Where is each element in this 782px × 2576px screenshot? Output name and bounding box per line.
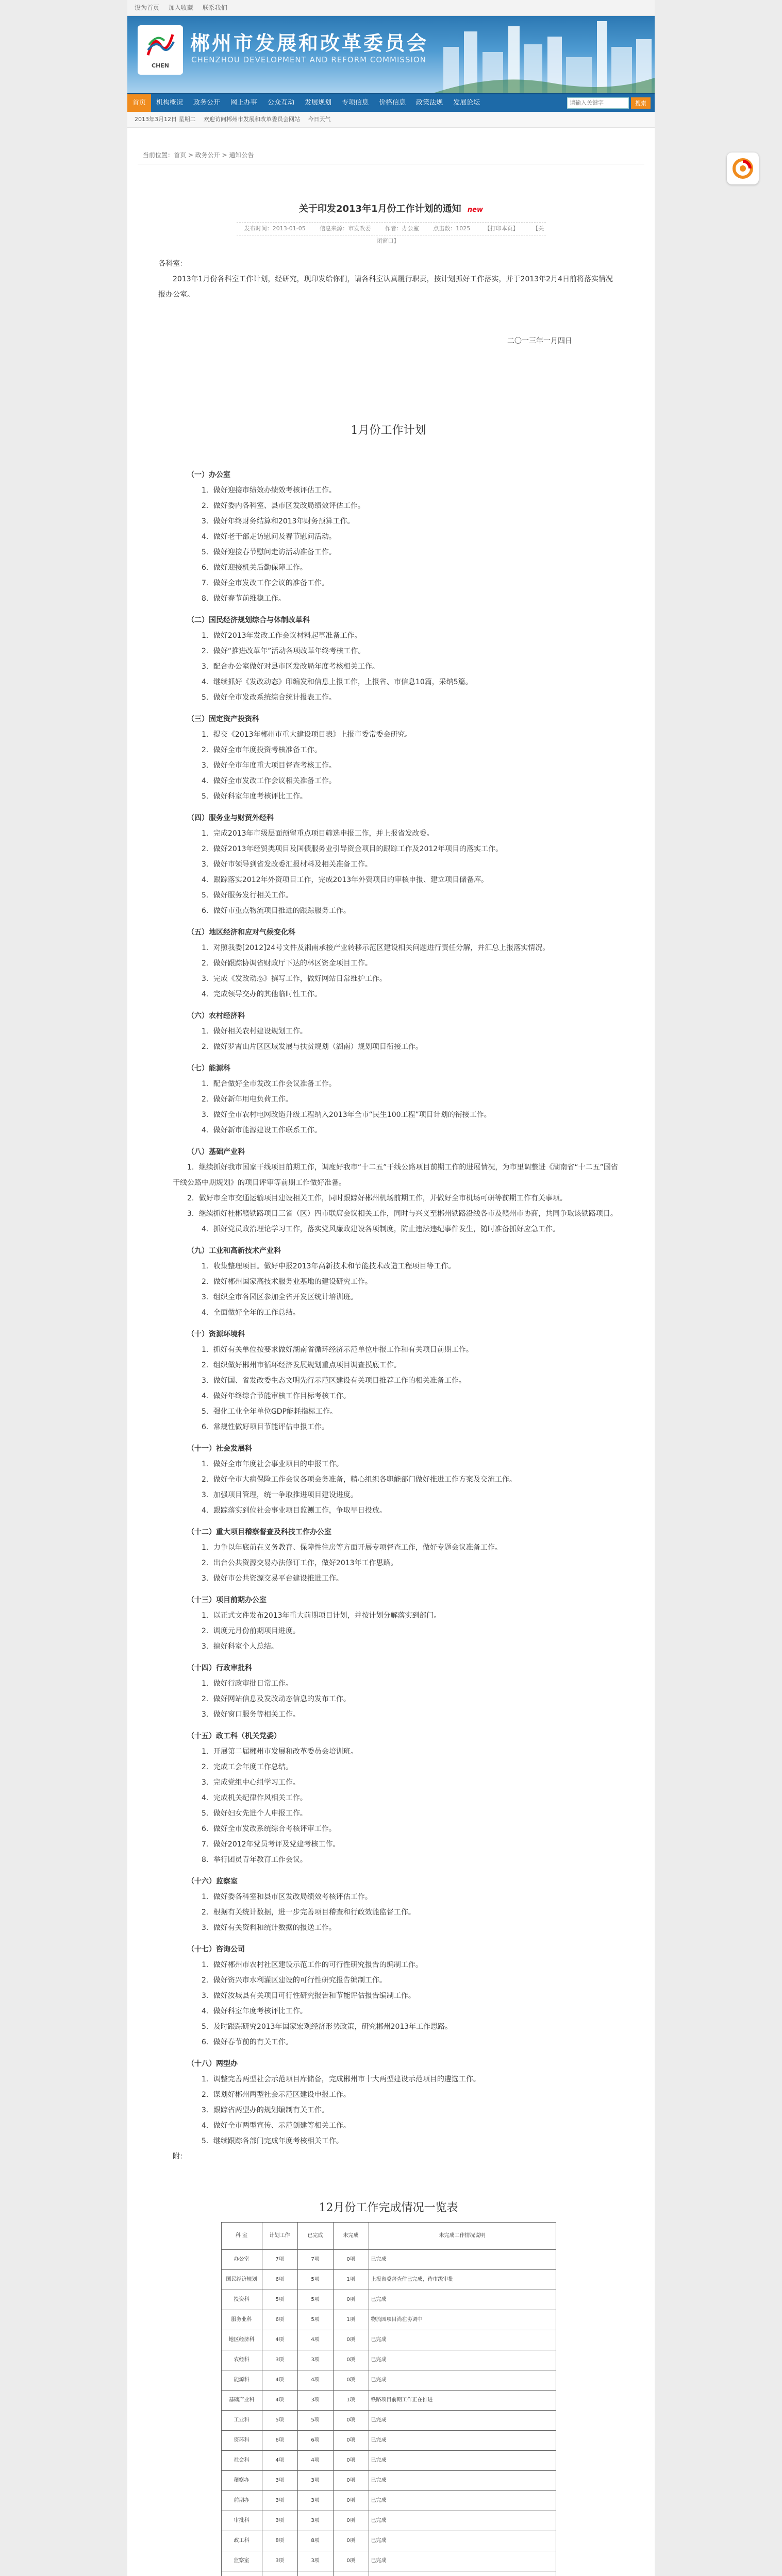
table-cell [221, 2571, 262, 2576]
author: 作者：办公室 [385, 225, 419, 232]
table-cell: 已完成 [369, 2411, 556, 2431]
plan-item: 1．以正式文件发布2013年重大前期项目计划，并按计划分解落实到部门。 [202, 1612, 441, 1620]
table-cell: 0项 [333, 2290, 369, 2310]
table-cell: 3项 [262, 2511, 297, 2531]
nav-item-home[interactable]: 首页 [127, 94, 151, 112]
section-heading: （十四）行政审批科 [187, 1664, 252, 1672]
plan-sections [158, 467, 619, 2149]
plan-item: 4．全面做好全年的工作总结。 [202, 1309, 300, 1317]
plan-item: 3．做好市领导到省发改委汇报材料及相关准备工作。 [202, 860, 372, 869]
plan-item: 3．搞好科室个人总结。 [202, 1642, 278, 1651]
city-skyline-icon [433, 16, 655, 93]
table-cell: 0项 [333, 2551, 369, 2571]
plan-item: 5．做好科室年度考核评比工作。 [202, 792, 307, 801]
table-cell: 5项 [297, 2310, 333, 2330]
plan-item: 4．完成领导交办的其他临时性工作。 [202, 990, 322, 998]
plan-item: 4．做好全市两型宣传、示范创建等相关工作。 [202, 2122, 351, 2130]
table-cell: 已完成 [369, 2491, 556, 2511]
table-cell [297, 2571, 333, 2576]
table-cell: 7项 [297, 2250, 333, 2270]
table-cell: 审批科 [221, 2511, 262, 2531]
table-cell: 3项 [297, 2491, 333, 2511]
weather-link[interactable]: 今日天气 [308, 116, 331, 123]
nav-item[interactable]: 政务公开 [193, 99, 221, 107]
table-cell: 0项 [333, 2511, 369, 2531]
table-cell: 能源科 [221, 2370, 262, 2391]
nav-item[interactable]: 价格信息 [379, 99, 406, 107]
plan-item: 3．完成《发改动态》撰写工作，做好网站日常维护工作。 [202, 975, 387, 983]
table-row [221, 2270, 556, 2290]
plan-item: 2．做好市全市交通运输项目建设相关工作，同时跟踪好郴州机场前期工作，并做好全市机场可研等前期工作有关事项。 [187, 1194, 567, 1202]
table-cell [333, 2571, 369, 2576]
table-cell: 5项 [297, 2290, 333, 2310]
table-cell: 已完成 [369, 2330, 556, 2350]
search-button[interactable]: 搜索 [631, 97, 651, 109]
nav-item[interactable]: 发展论坛 [453, 99, 480, 107]
table-cell: 4项 [297, 2330, 333, 2350]
table-cell: 监察室 [221, 2551, 262, 2571]
plan-item: 2．完成工会年度工作总结。 [202, 1763, 293, 1771]
column-header: 已完成 [297, 2223, 333, 2250]
source: 信息来源：市发改委 [320, 225, 371, 232]
table-cell: 1项 [333, 2270, 369, 2290]
plan-item: 2．做好“推进改革年”活动各项改革年终考核工作。 [202, 647, 365, 655]
plan-item: 5．继续跟踪各部门完成年度考核相关工作。 [202, 2137, 343, 2145]
welcome-text: 欢迎访问郴州市发展和改革委员会网站 [204, 116, 300, 123]
summary-table-body [221, 2250, 556, 2576]
plan-item: 2．做好2013年经贸类项目及国债服务业引导资金项目的跟踪工作及2012年项目的落实工作。 [202, 845, 503, 853]
table-cell: 0项 [333, 2370, 369, 2391]
table-cell: 已完成 [369, 2551, 556, 2571]
section-heading: （七）能源科 [187, 1064, 230, 1073]
table-row [221, 2571, 556, 2576]
table-cell: 0项 [333, 2451, 369, 2471]
plan-item: 1．收集整理项目。做好申报2013年高新技术和节能技术改造工程项目等工作。 [202, 1262, 456, 1270]
plan-item: 1．做好委各科室和县市区发改局绩效考核评估工作。 [202, 1893, 372, 1901]
plan-item: 3．跟踪省两型办的规划编制有关工作。 [202, 2106, 329, 2114]
table-cell: 0项 [333, 2350, 369, 2370]
plan-item: 2．做好资兴市水利灌区建设的可行性研究报告编制工作。 [202, 1976, 387, 1985]
plan-item: 3．继续抓好桂郴赣铁路项目三省（区）四市联席会议相关工作，同时与兴义至郴州铁路沿线各市及赣州市协商，共同争取该铁路项目。 [187, 1210, 618, 1218]
table-row [221, 2330, 556, 2350]
plan-title: 1月份工作计划 [351, 424, 426, 437]
section-heading: （十一）社会发展科 [187, 1445, 252, 1453]
table-cell: 0项 [333, 2531, 369, 2551]
site-name-en: CHENZHOU DEVELOPMENT AND REFORM COMMISSION [191, 55, 426, 64]
plan-item: 2．做好网站信息及发改动态信息的发布工作。 [202, 1695, 351, 1703]
article-body: 2013年1月份各科室工作计划，经研究，现印发给你们，请各科室认真履行职责，按计划抓好工作落实，并于2013年2月4日前将落实情况报办公室。 [158, 275, 613, 299]
plan-item: 2．谋划好郴州两型社会示范区建设申报工作。 [202, 2091, 351, 2099]
table-cell: 铁路项目前期工作正在推进 [369, 2391, 556, 2411]
plan-item: 5．做好服务发行相关工作。 [202, 891, 293, 900]
plan-item: 2．组织做好郴州市循环经济发展规划重点项目调查摸底工作。 [202, 1361, 401, 1369]
table-row [221, 2310, 556, 2330]
search-box [567, 97, 655, 109]
table-cell: 6项 [262, 2431, 297, 2451]
publish-time: 发布时间：2013-01-05 [244, 225, 306, 232]
plan-item: 8．做好春节前维稳工作。 [202, 595, 286, 603]
top-link[interactable]: 加入收藏 [168, 4, 193, 11]
print-link[interactable]: 【打印本页】 [484, 225, 519, 232]
table-cell: 1项 [333, 2391, 369, 2411]
table-cell: 3项 [262, 2491, 297, 2511]
site-banner [127, 16, 655, 93]
plan-item: 6．做好迎接机关后勤保障工作。 [202, 564, 307, 572]
table-row [221, 2491, 556, 2511]
table-cell: 社会科 [221, 2451, 262, 2471]
section-heading: （九）工业和高新技术产业科 [187, 1247, 281, 1255]
plan-item: 4．做好老干部走访慰问及春节慰问活动。 [202, 533, 336, 541]
table-header-row [221, 2223, 556, 2250]
table-cell: 3项 [297, 2391, 333, 2411]
article-title: 关于印发2013年1月份工作计划的通知 [299, 204, 461, 214]
table-cell: 4项 [262, 2330, 297, 2350]
table-row [221, 2411, 556, 2431]
plan-item: 1．对照我委[2012]24号文件及湘南承接产业转移示范区建设相关问题进行责任分解，并汇总上报落实情况。 [202, 944, 550, 952]
plan-item: 6．常规性做好项目节能评估申报工作。 [202, 1423, 329, 1431]
plan-item: 7．做好全市发改工作会议的准备工作。 [202, 579, 329, 587]
plan-item: 3．做好年终财务结算和2013年财务预算工作。 [202, 517, 355, 526]
plan-item: 5．及时跟踪研究2013年国家宏观经济形势政策，研究郴州2013年工作思路。 [202, 2023, 453, 2031]
table-cell: 已完成 [369, 2431, 556, 2451]
table-cell: 上报省委督查件已完成，待市级审批 [369, 2270, 556, 2290]
table-cell: 已完成 [369, 2511, 556, 2531]
table-cell: 3项 [297, 2511, 333, 2531]
plan-item: 1．力争以年底前在义务教育、保障性住房等方面开展专项督查工作，做好专题会议准备工作。 [202, 1544, 502, 1552]
attachment-label: 附： [173, 2153, 187, 2161]
table-cell: 已完成 [369, 2471, 556, 2491]
table-cell: 已完成 [369, 2370, 556, 2391]
views: 点击数：1025 [433, 225, 471, 232]
plan-item: 1．继续抓好我市国家干线项目前期工作，调度好我市“十二五”干线公路项目前期工作的进展情况，为市里调整进《湖南省“十二五”国省干线公路中期规划》的项目评审等前期工作做好准备。 [173, 1163, 618, 1187]
plan-item: 2．根据有关统计数据，进一步完善项目稽查和行政效能监督工作。 [202, 1908, 415, 1917]
top-link[interactable]: 联系我们 [202, 4, 227, 11]
logo-text: CHEN [152, 62, 169, 69]
table-cell: 3项 [262, 2551, 297, 2571]
section-heading: （六）农村经济科 [187, 1012, 245, 1020]
plan-item: 5．做好妇女先进个人申报工作。 [202, 1809, 307, 1818]
plan-item: 2．做好全市大病保险工作会议各项会务准备，精心组织各职能部门做好推进工作方案及交流工作。 [202, 1476, 517, 1484]
plan-item: 1．做好郴州市农村社区建设示范工作的可行性研究报告的编制工作。 [202, 1961, 423, 1969]
table-row [221, 2350, 556, 2370]
section-heading: （三）固定资产投资科 [187, 715, 259, 723]
plan-item: 1．做好全市年度社会事业项目的申报工作。 [202, 1460, 343, 1468]
plan-item: 1．做好相关农村建设规划工作。 [202, 1027, 307, 1036]
plan-item: 4．做好年终综合节能审核工作目标考核工作。 [202, 1392, 351, 1400]
table-row [221, 2391, 556, 2411]
table-row [221, 2451, 556, 2471]
plan-item: 3．做好汝城县有关项目可行性研究报告和节能评估报告编制工作。 [202, 1992, 415, 2000]
article-content [127, 256, 655, 2576]
site-name: 郴州市发展和改革委员会 [190, 31, 429, 55]
table-row [221, 2431, 556, 2451]
table-cell: 4项 [262, 2370, 297, 2391]
section-heading: （十五）政工科（机关党委） [187, 1732, 281, 1740]
plan-item: 5．做好迎接春节慰问走访活动准备工作。 [202, 548, 336, 556]
plan-item: 3．做好市公共资源交易平台建设推进工作。 [202, 1574, 343, 1583]
plan-item: 4．做好科室年度考核评比工作。 [202, 2007, 307, 2015]
plan-item: 4．继续抓好《发改动态》印编发和信息上报工作，上报省、市信息10篇，采纳5篇。 [202, 678, 473, 686]
plan-item: 1．开展第二届郴州市发展和改革委员会培训班。 [202, 1748, 358, 1756]
plan-item: 2．做好新年用电负荷工作。 [202, 1095, 293, 1104]
logo-mark-icon [144, 29, 177, 60]
column-header: 计划工作 [262, 2223, 297, 2250]
plan-item: 6．做好全市发改系统综合考核评审工作。 [202, 1825, 336, 1833]
section-heading: （十八）两型办 [187, 2060, 238, 2068]
main-nav [127, 93, 655, 112]
table-cell: 农经科 [221, 2350, 262, 2370]
table-cell: 6项 [297, 2431, 333, 2451]
table-cell: 0项 [333, 2431, 369, 2451]
section-heading: （四）服务业与财贸外经科 [187, 814, 274, 822]
plan-item: 1．做好行政审批日常工作。 [202, 1680, 293, 1688]
table-cell: 工业科 [221, 2411, 262, 2431]
plan-item: 4．抓好党员政治理论学习工作，落实党风廉政建设各项制度，防止违法违纪事件发生，随时准备抓好应急工作。 [202, 1225, 560, 1233]
table-row [221, 2250, 556, 2270]
column-header: 未完成工作情况说明 [369, 2223, 556, 2250]
table-cell: 6项 [262, 2270, 297, 2290]
table-cell [369, 2571, 556, 2576]
table-cell: 8项 [297, 2531, 333, 2551]
table-cell: 5项 [297, 2411, 333, 2431]
table-cell: 8项 [262, 2531, 297, 2551]
table-cell: 3项 [262, 2471, 297, 2491]
breadcrumb: 当前位置：首页 > 政务公开 > 通知公告 [143, 151, 254, 159]
table-cell: 5项 [297, 2270, 333, 2290]
plan-item: 3．做好有关资料和统计数据的报送工作。 [202, 1924, 336, 1932]
section-heading: （十二）重大项目稽察督查及科技工作办公室 [187, 1528, 331, 1536]
plan-item: 8．举行团员青年教育工作会议。 [202, 1856, 307, 1864]
nav-item[interactable]: 政策法规 [416, 99, 443, 107]
plan-item: 2．调度元月份前期项目进度。 [202, 1627, 300, 1635]
table-cell: 已完成 [369, 2290, 556, 2310]
section-heading: （二）国民经济规划综合与体制改革科 [187, 616, 310, 624]
table-cell: 3项 [262, 2350, 297, 2370]
table-cell: 5项 [262, 2290, 297, 2310]
section-heading: （十六）监察室 [187, 1877, 238, 1886]
table-cell [262, 2571, 297, 2576]
table-cell: 5项 [262, 2411, 297, 2431]
table-cell: 4项 [262, 2391, 297, 2411]
table-cell: 政工科 [221, 2531, 262, 2551]
plan-item: 4．跟踪落实2012年外资项目工作，完成2013年外资项目的审核申报、建立项目储备库。 [202, 876, 489, 884]
plan-item: 7．做好2012年党员考评及党建考核工作。 [202, 1840, 340, 1849]
table-cell: 地区经济科 [221, 2330, 262, 2350]
top-links-bar [127, 0, 655, 16]
table-cell: 基础产业科 [221, 2391, 262, 2411]
app-logo-icon [733, 158, 753, 179]
nav-item[interactable]: 公众互动 [268, 99, 295, 107]
section-heading: （五）地区经济和应对气候变化科 [187, 928, 295, 937]
table-cell: 6项 [262, 2310, 297, 2330]
table-cell: 稽察办 [221, 2471, 262, 2491]
table-cell: 0项 [333, 2471, 369, 2491]
floating-app-button[interactable] [727, 152, 759, 184]
plan-item: 1．做好2013年发改工作会议材料起草准备工作。 [202, 632, 362, 640]
plan-item: 2．出台公共资源交易办法修订工作，做好2013年工作思路。 [202, 1559, 398, 1567]
table-row [221, 2511, 556, 2531]
plan-item: 3．做好全市年度重大项目督查考核工作。 [202, 761, 336, 770]
current-date: 2013年3月12日 星期二 [135, 116, 196, 123]
summary-table [221, 2222, 556, 2576]
column-header: 科 室 [221, 2223, 262, 2250]
search-input[interactable] [567, 97, 629, 109]
plan-item: 2．做好全市年度投资考核准备工作。 [202, 746, 322, 754]
section-heading: （十）资源环境科 [187, 1330, 245, 1338]
plan-item: 3．配合办公室做好对县市区发改局年度考核相关工作。 [202, 663, 379, 671]
page-container [127, 0, 655, 2576]
table-cell: 国民经济规划 [221, 2270, 262, 2290]
plan-item: 2．做好郴州国家高技术服务业基地的建设研究工作。 [202, 1278, 372, 1286]
plan-item: 6．做好春节前的有关工作。 [202, 2038, 293, 2046]
new-badge: new [467, 206, 483, 214]
top-link[interactable]: 设为首页 [135, 4, 160, 11]
plan-item: 3．做好国、省发改委生态文明先行示范区建设有关项目推荐工作的相关准备工作。 [202, 1377, 466, 1385]
table-cell: 7项 [262, 2250, 297, 2270]
table-cell: 3项 [297, 2350, 333, 2370]
plan-item: 1．抓好有关单位按要求做好湖南省循环经济示范单位申报工作和有关项目前期工作。 [202, 1346, 473, 1354]
plan-item: 5．强化工业全年单位GDP能耗指标工作。 [202, 1408, 337, 1416]
plan-item: 1．配合做好全市发改工作会议准备工作。 [202, 1080, 336, 1088]
article-meta [237, 222, 546, 244]
plan-item: 6．做好市重点物流项目推进的跟踪服务工作。 [202, 907, 351, 915]
table-cell: 0项 [333, 2491, 369, 2511]
nav-item[interactable]: 发展规划 [305, 99, 332, 107]
table-cell: 已完成 [369, 2250, 556, 2270]
table-cell: 办公室 [221, 2250, 262, 2270]
plan-item: 3．组织全市各园区参加全省开发区统计培训班。 [202, 1293, 358, 1301]
close-link[interactable]: 【关闭窗口】 [376, 225, 544, 244]
plan-item: 2．做好罗霄山片区区域发展与扶贫规划（湖南）规划项目衔接工作。 [202, 1043, 423, 1051]
plan-item: 2．做好委内各科室、县市区发改局绩效评估工作。 [202, 502, 365, 510]
table-cell: 资环科 [221, 2431, 262, 2451]
table-cell: 前期办 [221, 2491, 262, 2511]
table-cell: 4项 [262, 2451, 297, 2471]
table-cell: 0项 [333, 2411, 369, 2431]
plan-item: 1．完成2013年市级层面预留重点项目筛选申报工作，并上报省发改委。 [202, 829, 434, 838]
plan-item: 3．做好窗口服务等相关工作。 [202, 1710, 300, 1719]
plan-item: 3．完成党组中心组学习工作。 [202, 1778, 300, 1787]
plan-item: 5．做好全市发改系统综合统计报表工作。 [202, 693, 336, 702]
column-header: 未完成 [333, 2223, 369, 2250]
table-row [221, 2471, 556, 2491]
sub-bar [127, 112, 655, 128]
plan-item: 4．做好全市发改工作会议相关准备工作。 [202, 777, 336, 785]
table-cell: 3项 [297, 2551, 333, 2571]
article-date: 二〇一三年一月四日 [507, 337, 572, 345]
table-cell: 已完成 [369, 2350, 556, 2370]
table-row [221, 2531, 556, 2551]
plan-item: 3．加强项目管理，统一争取推进项目建设进度。 [202, 1491, 358, 1499]
nav-item[interactable]: 机构概况 [156, 99, 184, 107]
table-cell: 服务业科 [221, 2310, 262, 2330]
table-cell: 4项 [297, 2370, 333, 2391]
section-heading: （十三）项目前期办公室 [187, 1596, 267, 1604]
table-cell: 已完成 [369, 2531, 556, 2551]
section-heading: （八）基础产业科 [187, 1148, 245, 1156]
nav-item[interactable]: 专项信息 [342, 99, 369, 107]
table-cell: 3项 [297, 2471, 333, 2491]
section-heading: （一）办公室 [187, 471, 230, 479]
plan-item: 1．提交《2013年郴州市重大建设项目表》上报市委常委会研究。 [202, 731, 412, 739]
section-heading: （十七）咨询公司 [187, 1945, 245, 1954]
table-cell: 已完成 [369, 2451, 556, 2471]
plan-item: 4．跟踪落实到位社会事业项目监测工作，争取早日投放。 [202, 1506, 387, 1515]
plan-item: 4．完成机关纪律作风相关工作。 [202, 1794, 307, 1802]
table-cell: 0项 [333, 2250, 369, 2270]
plan-item: 1．做好迎接市绩效办绩效考核评估工作。 [202, 486, 336, 495]
site-logo[interactable] [138, 25, 183, 75]
table-row [221, 2551, 556, 2571]
table-cell: 投资科 [221, 2290, 262, 2310]
table-cell: 1项 [333, 2310, 369, 2330]
plan-item: 1．调整完善两型社会示范项目库储备，完成郴州市十大两型建设示范项目的遴选工作。 [202, 2075, 480, 2083]
plan-item: 2．做好跟踪协调省财政厅下达的林区资金项目工作。 [202, 959, 372, 968]
plan-item: 4．做好新市能源建设工作联系工作。 [202, 1126, 322, 1134]
article-title-row [127, 201, 655, 215]
salutation: 各科室： [158, 260, 187, 268]
table-row [221, 2370, 556, 2391]
nav-item[interactable]: 网上办事 [230, 99, 258, 107]
table-cell: 0项 [333, 2330, 369, 2350]
table-cell: 4项 [297, 2451, 333, 2471]
plan-item: 3．做好全市农村电网改造升级工程纳入2013年全市“民生100工程”项目计划的衔接工作。 [202, 1111, 491, 1119]
table-cell: 物流园项目尚在协调中 [369, 2310, 556, 2330]
table-row [221, 2290, 556, 2310]
summary-table-title: 12月份工作完成情况一览表 [319, 2201, 458, 2214]
